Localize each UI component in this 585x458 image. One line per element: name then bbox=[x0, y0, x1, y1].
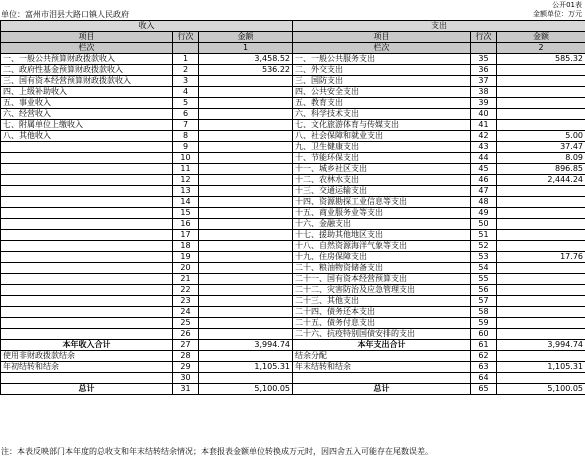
expense-amount bbox=[497, 307, 585, 318]
expense-item: 一、一般公共服务支出 bbox=[293, 54, 471, 65]
table-row bbox=[1, 263, 585, 274]
income-item: 三、国有资本经营预算财政拨款收入 bbox=[1, 76, 173, 87]
expense-item: 十、节能环保支出 bbox=[293, 153, 471, 164]
expense-total-amount: 5,100.05 bbox=[497, 384, 585, 395]
income-item bbox=[1, 175, 173, 186]
expense-amount bbox=[497, 296, 585, 307]
expense-line-no: 35 bbox=[471, 54, 497, 65]
income-line-header: 行次 bbox=[173, 32, 199, 43]
expense-line-no: 37 bbox=[471, 76, 497, 87]
expense-amount: 37.47 bbox=[497, 142, 585, 153]
income-line-no: 8 bbox=[173, 131, 199, 142]
expense-amount: 1,105.31 bbox=[497, 362, 585, 373]
income-amount: 536.22 bbox=[199, 65, 293, 76]
budget-table bbox=[0, 20, 585, 395]
expense-line-no: 58 bbox=[471, 307, 497, 318]
income-amount bbox=[199, 120, 293, 131]
income-item: 七、附属单位上缴收入 bbox=[1, 120, 173, 131]
table-row bbox=[1, 318, 585, 329]
expense-item: 十五、商业服务业等支出 bbox=[293, 208, 471, 219]
income-item bbox=[1, 241, 173, 252]
income-amount bbox=[199, 87, 293, 98]
expense-amount bbox=[497, 65, 585, 76]
income-amount bbox=[199, 263, 293, 274]
expense-line-header: 行次 bbox=[471, 32, 497, 43]
income-line-no: 13 bbox=[173, 186, 199, 197]
expense-item: 五、教育支出 bbox=[293, 98, 471, 109]
income-amount bbox=[199, 351, 293, 362]
income-total-label: 总计 bbox=[1, 384, 173, 395]
table-row bbox=[1, 131, 585, 142]
expense-column-number: 2 bbox=[497, 43, 585, 54]
expense-line-no: 45 bbox=[471, 164, 497, 175]
column-number-row bbox=[1, 43, 585, 54]
income-amount bbox=[199, 109, 293, 120]
table-row bbox=[1, 87, 585, 98]
income-item: 年初结转和结余 bbox=[1, 362, 173, 373]
expense-item: 十一、城乡社区支出 bbox=[293, 164, 471, 175]
expense-item: 十三、交通运输支出 bbox=[293, 186, 471, 197]
income-item bbox=[1, 230, 173, 241]
table-row bbox=[1, 285, 585, 296]
expense-item: 二十二、灾害防治及应急管理支出 bbox=[293, 285, 471, 296]
expense-item bbox=[293, 373, 471, 384]
income-line-no: 14 bbox=[173, 197, 199, 208]
expense-total-label: 总计 bbox=[293, 384, 471, 395]
expense-item: 十九、住房保障支出 bbox=[293, 252, 471, 263]
table-row bbox=[1, 65, 585, 76]
expense-line-no: 36 bbox=[471, 65, 497, 76]
income-line-no: 16 bbox=[173, 219, 199, 230]
income-line-no: 20 bbox=[173, 263, 199, 274]
expense-item: 年末结转和结余 bbox=[293, 362, 471, 373]
expense-item: 二十四、债务还本支出 bbox=[293, 307, 471, 318]
income-item bbox=[1, 307, 173, 318]
table-row bbox=[1, 186, 585, 197]
expense-line-no: 60 bbox=[471, 329, 497, 340]
expense-amount bbox=[497, 329, 585, 340]
income-line-no: 21 bbox=[173, 274, 199, 285]
expense-item: 十二、农林水支出 bbox=[293, 175, 471, 186]
income-amount bbox=[199, 142, 293, 153]
income-line-no: 6 bbox=[173, 109, 199, 120]
income-amount bbox=[199, 307, 293, 318]
expense-amount bbox=[497, 351, 585, 362]
income-item bbox=[1, 219, 173, 230]
table-row bbox=[1, 329, 585, 340]
expense-line-no: 49 bbox=[471, 208, 497, 219]
income-item-header: 项目 bbox=[1, 32, 173, 43]
expense-line-no: 64 bbox=[471, 373, 497, 384]
income-line-no: 2 bbox=[173, 65, 199, 76]
income-amount bbox=[199, 76, 293, 87]
amount-unit: 金额单位：万元 bbox=[533, 10, 582, 18]
income-line-no: 30 bbox=[173, 373, 199, 384]
income-item bbox=[1, 197, 173, 208]
table-row bbox=[1, 208, 585, 219]
expense-amount-header: 金额 bbox=[497, 32, 585, 43]
expense-total-label: 本年支出合计 bbox=[293, 340, 471, 351]
income-item: 八、其他收入 bbox=[1, 131, 173, 142]
expense-total-line-no: 61 bbox=[471, 340, 497, 351]
expense-item: 十六、金融支出 bbox=[293, 219, 471, 230]
expense-line-no: 52 bbox=[471, 241, 497, 252]
expense-line-no: 59 bbox=[471, 318, 497, 329]
income-item: 四、上级补助收入 bbox=[1, 87, 173, 98]
expense-item: 三、国防支出 bbox=[293, 76, 471, 87]
expense-column-blank bbox=[471, 43, 497, 54]
income-item: 二、政府性基金预算财政拨款收入 bbox=[1, 65, 173, 76]
table-row bbox=[1, 274, 585, 285]
expense-line-no: 63 bbox=[471, 362, 497, 373]
expense-line-no: 48 bbox=[471, 197, 497, 208]
unit-name: 单位：富州市泪县大路口镇人民政府 bbox=[1, 10, 129, 19]
income-amount bbox=[199, 296, 293, 307]
income-item: 一、一般公共预算财政拨款收入 bbox=[1, 54, 173, 65]
expense-line-no: 51 bbox=[471, 230, 497, 241]
income-item bbox=[1, 252, 173, 263]
expense-item: 十四、资源勘探工业信息等支出 bbox=[293, 197, 471, 208]
income-amount bbox=[199, 186, 293, 197]
table-row bbox=[1, 153, 585, 164]
footnote: 注：本表反映部门本年度的总收支和年末结转结余情况；本套报表金额单位转换成万元时，因四舍五入可能存在尾数误差。 bbox=[1, 447, 433, 456]
income-line-no: 4 bbox=[173, 87, 199, 98]
income-item: 使用非财政拨款结余 bbox=[1, 351, 173, 362]
table-row bbox=[1, 351, 585, 362]
table-row bbox=[1, 142, 585, 153]
expense-amount bbox=[497, 274, 585, 285]
income-item bbox=[1, 373, 173, 384]
income-line-no: 26 bbox=[173, 329, 199, 340]
income-line-no: 11 bbox=[173, 164, 199, 175]
expense-line-no: 40 bbox=[471, 109, 497, 120]
section-header-row bbox=[1, 21, 585, 32]
total-row bbox=[1, 340, 585, 351]
income-item bbox=[1, 208, 173, 219]
expense-item: 九、卫生健康支出 bbox=[293, 142, 471, 153]
income-line-no: 17 bbox=[173, 230, 199, 241]
income-line-no: 12 bbox=[173, 175, 199, 186]
income-line-no: 5 bbox=[173, 98, 199, 109]
expense-amount: 585.32 bbox=[497, 54, 585, 65]
expense-line-no: 43 bbox=[471, 142, 497, 153]
income-line-no: 1 bbox=[173, 54, 199, 65]
table-row bbox=[1, 175, 585, 186]
expense-section-title: 支出 bbox=[293, 21, 585, 32]
expense-line-no: 56 bbox=[471, 285, 497, 296]
table-row bbox=[1, 230, 585, 241]
income-item bbox=[1, 285, 173, 296]
income-amount bbox=[199, 329, 293, 340]
unit-line bbox=[1, 10, 582, 19]
expense-amount: 17.76 bbox=[497, 252, 585, 263]
income-amount bbox=[199, 153, 293, 164]
expense-item: 二、外交支出 bbox=[293, 65, 471, 76]
expense-item: 七、文化旅游体育与传媒支出 bbox=[293, 120, 471, 131]
expense-item: 六、科学技术支出 bbox=[293, 109, 471, 120]
income-amount bbox=[199, 164, 293, 175]
expense-amount bbox=[497, 120, 585, 131]
table-row bbox=[1, 362, 585, 373]
expense-line-no: 44 bbox=[471, 153, 497, 164]
expense-amount: 2,444.24 bbox=[497, 175, 585, 186]
expense-amount: 8.09 bbox=[497, 153, 585, 164]
income-line-no: 7 bbox=[173, 120, 199, 131]
table-row bbox=[1, 241, 585, 252]
income-line-no: 24 bbox=[173, 307, 199, 318]
expense-amount: 5.00 bbox=[497, 131, 585, 142]
column-header-row bbox=[1, 32, 585, 43]
expense-amount bbox=[497, 197, 585, 208]
expense-amount bbox=[497, 76, 585, 87]
income-total-label: 本年收入合计 bbox=[1, 340, 173, 351]
expense-line-no: 46 bbox=[471, 175, 497, 186]
expense-amount bbox=[497, 373, 585, 384]
expense-amount bbox=[497, 109, 585, 120]
income-item bbox=[1, 274, 173, 285]
expense-amount: 896.85 bbox=[497, 164, 585, 175]
expense-line-no: 62 bbox=[471, 351, 497, 362]
table-row bbox=[1, 120, 585, 131]
income-amount bbox=[199, 208, 293, 219]
income-line-no: 9 bbox=[173, 142, 199, 153]
income-column-label: 栏次 bbox=[1, 43, 173, 54]
table-row bbox=[1, 219, 585, 230]
income-amount bbox=[199, 175, 293, 186]
form-code: 公开01表 bbox=[552, 1, 582, 9]
expense-line-no: 57 bbox=[471, 296, 497, 307]
income-line-no: 25 bbox=[173, 318, 199, 329]
income-item bbox=[1, 329, 173, 340]
income-item bbox=[1, 263, 173, 274]
income-item bbox=[1, 164, 173, 175]
income-amount: 1,105.31 bbox=[199, 362, 293, 373]
table-row bbox=[1, 98, 585, 109]
expense-item: 二十六、抗疫特别国债安排的支出 bbox=[293, 329, 471, 340]
expense-item: 二十一、国有资本经营预算支出 bbox=[293, 274, 471, 285]
income-item bbox=[1, 296, 173, 307]
expense-line-no: 50 bbox=[471, 219, 497, 230]
expense-line-no: 39 bbox=[471, 98, 497, 109]
table-row bbox=[1, 54, 585, 65]
expense-amount bbox=[497, 230, 585, 241]
expense-amount bbox=[497, 219, 585, 230]
expense-item: 二十、粮油物资储备支出 bbox=[293, 263, 471, 274]
income-item bbox=[1, 186, 173, 197]
expense-line-no: 38 bbox=[471, 87, 497, 98]
table-row bbox=[1, 307, 585, 318]
expense-amount bbox=[497, 318, 585, 329]
expense-line-no: 53 bbox=[471, 252, 497, 263]
income-amount bbox=[199, 373, 293, 384]
expense-item: 十七、援助其他地区支出 bbox=[293, 230, 471, 241]
expense-amount bbox=[497, 87, 585, 98]
expense-total-amount: 3,994.74 bbox=[497, 340, 585, 351]
expense-column-label: 栏次 bbox=[293, 43, 471, 54]
expense-item: 四、公共安全支出 bbox=[293, 87, 471, 98]
income-total-line-no: 27 bbox=[173, 340, 199, 351]
income-item: 五、事业收入 bbox=[1, 98, 173, 109]
expense-item: 二十五、债务付息支出 bbox=[293, 318, 471, 329]
expense-amount bbox=[497, 98, 585, 109]
income-amount bbox=[199, 131, 293, 142]
expense-amount bbox=[497, 186, 585, 197]
income-line-no: 23 bbox=[173, 296, 199, 307]
income-column-number: 1 bbox=[199, 43, 293, 54]
income-column-blank bbox=[173, 43, 199, 54]
income-line-no: 29 bbox=[173, 362, 199, 373]
expense-total-line-no: 65 bbox=[471, 384, 497, 395]
expense-item-header: 项目 bbox=[293, 32, 471, 43]
expense-amount bbox=[497, 208, 585, 219]
table-row bbox=[1, 76, 585, 87]
income-amount bbox=[199, 274, 293, 285]
income-amount bbox=[199, 318, 293, 329]
table-row bbox=[1, 197, 585, 208]
expense-item: 八、社会保障和就业支出 bbox=[293, 131, 471, 142]
table-row bbox=[1, 296, 585, 307]
expense-line-no: 55 bbox=[471, 274, 497, 285]
income-amount bbox=[199, 252, 293, 263]
income-total-line-no: 31 bbox=[173, 384, 199, 395]
table-row bbox=[1, 109, 585, 120]
income-amount-header: 金额 bbox=[199, 32, 293, 43]
income-line-no: 22 bbox=[173, 285, 199, 296]
expense-amount bbox=[497, 263, 585, 274]
income-line-no: 28 bbox=[173, 351, 199, 362]
income-amount: 3,458.52 bbox=[199, 54, 293, 65]
income-item bbox=[1, 318, 173, 329]
income-item bbox=[1, 153, 173, 164]
expense-line-no: 42 bbox=[471, 131, 497, 142]
expense-line-no: 47 bbox=[471, 186, 497, 197]
income-line-no: 10 bbox=[173, 153, 199, 164]
income-amount bbox=[199, 98, 293, 109]
expense-amount bbox=[497, 285, 585, 296]
expense-amount bbox=[497, 241, 585, 252]
expense-line-no: 41 bbox=[471, 120, 497, 131]
income-total-amount: 5,100.05 bbox=[199, 384, 293, 395]
table-row bbox=[1, 252, 585, 263]
income-line-no: 15 bbox=[173, 208, 199, 219]
income-item: 六、经营收入 bbox=[1, 109, 173, 120]
income-amount bbox=[199, 219, 293, 230]
expense-item: 二十三、其他支出 bbox=[293, 296, 471, 307]
income-line-no: 18 bbox=[173, 241, 199, 252]
income-line-no: 19 bbox=[173, 252, 199, 263]
income-total-amount: 3,994.74 bbox=[199, 340, 293, 351]
income-amount bbox=[199, 285, 293, 296]
total-row bbox=[1, 384, 585, 395]
table-row bbox=[1, 164, 585, 175]
income-amount bbox=[199, 230, 293, 241]
income-section-title: 收入 bbox=[1, 21, 293, 32]
expense-item: 十八、自然资源海洋气象等支出 bbox=[293, 241, 471, 252]
expense-item: 结余分配 bbox=[293, 351, 471, 362]
income-line-no: 3 bbox=[173, 76, 199, 87]
income-item bbox=[1, 142, 173, 153]
income-amount bbox=[199, 241, 293, 252]
expense-line-no: 54 bbox=[471, 263, 497, 274]
income-amount bbox=[199, 197, 293, 208]
table-row bbox=[1, 373, 585, 384]
